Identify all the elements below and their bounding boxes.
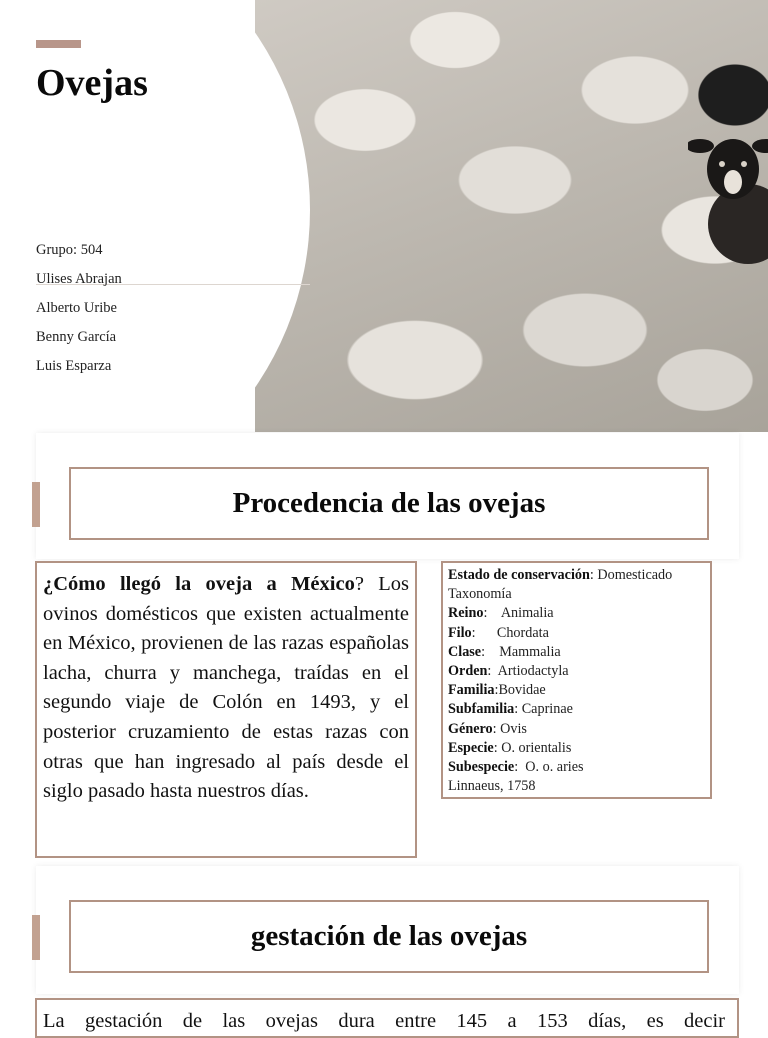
gestation-section-bar	[32, 915, 40, 960]
gestation-section-title: gestación de las ovejas	[250, 920, 528, 952]
group-number: Grupo: 504	[36, 242, 103, 258]
group-member-list	[36, 236, 316, 381]
taxonomy-row: Orden: Artiodactyla	[448, 662, 569, 679]
origin-section-title: Procedencia de las ovejas	[232, 487, 546, 519]
member-name: Luis Esparza	[36, 358, 112, 374]
origin-paragraph	[43, 570, 409, 807]
taxonomy-row: Familia:Bovidae	[448, 682, 546, 699]
member-name: Ulises Abrajan	[36, 271, 122, 287]
title-accent-bar	[36, 40, 81, 48]
member-name: Alberto Uribe	[36, 300, 117, 316]
taxonomy-row: Subespecie: O. o. aries	[448, 758, 584, 775]
origin-section-header	[69, 467, 709, 540]
gestation-paragraph: La gestación de las ovejas dura entre 145 a 153 días, es decir	[43, 1010, 725, 1032]
taxonomy-authority: Linnaeus, 1758	[448, 778, 536, 795]
origin-question: ¿Cómo llegó la oveja a México	[43, 573, 355, 595]
origin-section-bar	[32, 482, 40, 527]
conservation-status: Estado de conservación: Domesticado	[448, 567, 673, 583]
gestation-text-box	[35, 998, 739, 1038]
taxonomy-row: Clase: Mammalia	[448, 643, 561, 660]
black-sheep-icon	[688, 124, 768, 264]
taxonomy-row: Filo: Chordata	[448, 624, 549, 641]
taxonomy-row: Género: Ovis	[448, 720, 527, 737]
page-title: Ovejas	[36, 62, 148, 104]
taxonomy-box	[441, 561, 712, 799]
taxonomy-heading: Taxonomía	[448, 586, 512, 603]
origin-answer: ? Los ovinos domésticos que existen actualmente en México, provienen de las razas españolas lacha, churra y manchega, traídas en el segundo viaje de Colón en 1493, y el posterior cruzamiento de estas razas con otras que han ingresado al país desde el siglo pasado hasta nuestros días.	[43, 573, 409, 803]
member-name: Benny García	[36, 329, 117, 345]
taxonomy-row: Subfamilia: Caprinae	[448, 701, 573, 718]
origin-text-box	[35, 561, 417, 858]
taxonomy-row: Especie: O. orientalis	[448, 739, 572, 756]
sheep-flock-photo	[255, 0, 768, 432]
taxonomy-row: Reino: Animalia	[448, 605, 554, 622]
gestation-section-header	[69, 900, 709, 973]
